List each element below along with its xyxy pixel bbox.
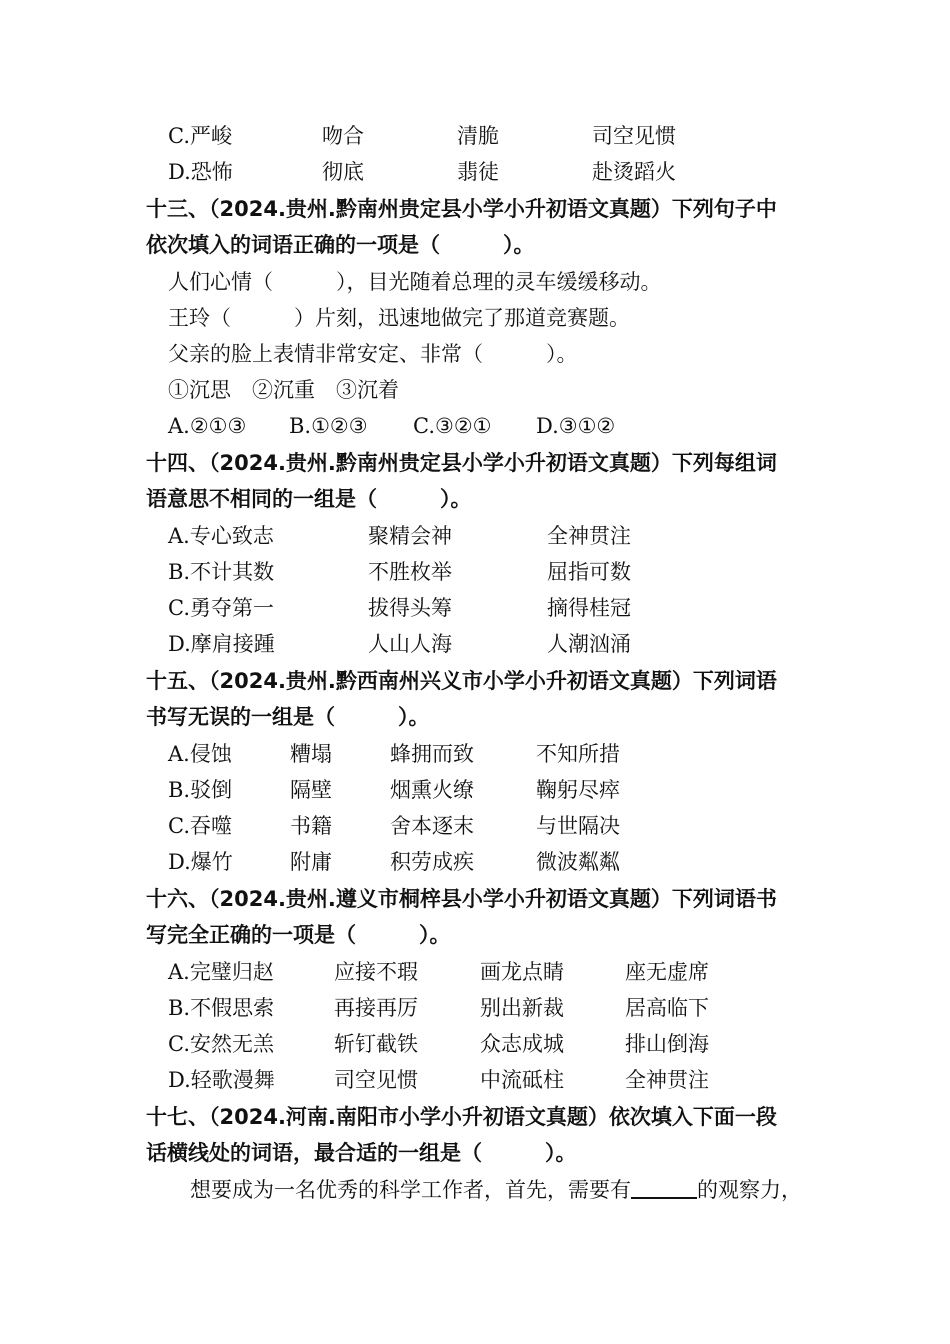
option-label: C.勇夺第一 — [168, 596, 274, 620]
option-label: A.完璧归赵 — [168, 960, 274, 984]
option-label: C.吞噬 — [168, 814, 232, 838]
q12-option-c — [0, 118, 950, 154]
option-label: C.安然无羔 — [168, 1032, 274, 1056]
option-label: A.专心致志 — [168, 524, 274, 548]
q14-option-b — [0, 554, 950, 590]
q13-title-line1 — [0, 191, 950, 227]
option-word: 不胜枚举 — [368, 560, 452, 584]
q16-option-a — [0, 954, 950, 990]
paragraph-start: 想要成为一名优秀的科学工作者，首先，需要有 — [190, 1178, 631, 1202]
q15-title-line1 — [0, 663, 950, 699]
fill-blank — [631, 1175, 697, 1199]
question-title: 十六、（2024.贵州.遵义市桐梓县小学小升初语文真题）下列词语书 — [146, 887, 777, 911]
option-word: 摘得桂冠 — [547, 596, 631, 620]
option-word: 积劳成疾 — [390, 850, 474, 874]
option-word: 糟塌 — [290, 742, 332, 766]
option-label: D.爆竹 — [168, 850, 233, 874]
option-word: 赴烫蹈火 — [592, 160, 676, 184]
option-label: A.侵蚀 — [168, 742, 232, 766]
q13-answers — [0, 408, 950, 444]
option-word: 书籍 — [290, 814, 332, 838]
q13-sentence-1 — [0, 264, 950, 300]
question-title: 依次填入的词语正确的一项是（ ）。 — [146, 233, 535, 257]
option-word: 聚精会神 — [368, 524, 452, 548]
q14-title-line2 — [0, 481, 950, 517]
option-word: 蜂拥而致 — [390, 742, 474, 766]
option-word: 不知所措 — [536, 742, 620, 766]
q14-option-d — [0, 626, 950, 662]
sentence: 父亲的脸上表情非常安定、非常（ ）。 — [168, 342, 578, 366]
answer-option: B.①②③ — [289, 414, 368, 438]
option-label: D.恐怖 — [168, 160, 233, 184]
q15-option-c — [0, 808, 950, 844]
q13-choices — [0, 372, 950, 408]
option-word: 烟熏火缭 — [390, 778, 474, 802]
option-word: 居高临下 — [625, 996, 709, 1020]
option-word: 微波粼粼 — [536, 850, 620, 874]
word-choices: ①沉思 ②沉重 ③沉着 — [168, 378, 399, 402]
option-word: 排山倒海 — [625, 1032, 709, 1056]
question-title: 十五、（2024.贵州.黔西南州兴义市小学小升初语文真题）下列词语 — [146, 669, 777, 693]
option-word: 屈指可数 — [547, 560, 631, 584]
option-word: 全神贯注 — [625, 1068, 709, 1092]
q15-option-d — [0, 844, 950, 880]
q17-title-line2 — [0, 1135, 950, 1171]
q15-title-line2 — [0, 699, 950, 735]
option-word: 翡徒 — [457, 160, 499, 184]
option-word: 附庸 — [290, 850, 332, 874]
option-word: 斩钉截铁 — [334, 1032, 418, 1056]
option-word: 吻合 — [322, 124, 364, 148]
q16-title-line1 — [0, 881, 950, 917]
question-title: 书写无误的一组是（ ）。 — [146, 705, 430, 729]
sentence: 王玲（ ）片刻，迅速地做完了那道竞赛题。 — [168, 306, 630, 330]
option-word: 人山人海 — [368, 632, 452, 656]
option-word: 人潮汹涌 — [547, 632, 631, 656]
option-word: 再接再厉 — [334, 996, 418, 1020]
option-word: 隔壁 — [290, 778, 332, 802]
q13-sentence-3 — [0, 336, 950, 372]
q12-option-d — [0, 154, 950, 190]
option-word: 鞠躬尽瘁 — [536, 778, 620, 802]
question-title: 话横线处的词语，最合适的一组是（ ）。 — [146, 1141, 577, 1165]
option-word: 与世隔决 — [536, 814, 620, 838]
question-title: 十四、（2024.贵州.黔南州贵定县小学小升初语文真题）下列每组词 — [146, 451, 777, 475]
option-word: 司空见惯 — [592, 124, 676, 148]
q17-paragraph — [0, 1172, 950, 1208]
q15-option-b — [0, 772, 950, 808]
q13-sentence-2 — [0, 300, 950, 336]
option-label: B.不假思索 — [168, 996, 275, 1020]
answer-option: A.②①③ — [168, 414, 247, 438]
option-word: 画龙点睛 — [480, 960, 564, 984]
paragraph-text — [190, 1172, 802, 1208]
option-word: 司空见惯 — [334, 1068, 418, 1092]
question-title: 写完全正确的一项是（ ）。 — [146, 923, 451, 947]
question-title: 十三、（2024.贵州.黔南州贵定县小学小升初语文真题）下列句子中 — [146, 197, 777, 221]
option-label: D.摩肩接踵 — [168, 632, 275, 656]
q14-option-c — [0, 590, 950, 626]
option-word: 全神贯注 — [547, 524, 631, 548]
q16-title-line2 — [0, 917, 950, 953]
question-title: 十七、（2024.河南.南阳市小学小升初语文真题）依次填入下面一段 — [146, 1105, 777, 1129]
option-word: 彻底 — [322, 160, 364, 184]
option-word: 拔得头筹 — [368, 596, 452, 620]
q15-option-a — [0, 736, 950, 772]
option-word: 中流砥柱 — [480, 1068, 564, 1092]
option-label: B.不计其数 — [168, 560, 275, 584]
option-word: 众志成城 — [480, 1032, 564, 1056]
answer-option: C.③②① — [413, 414, 492, 438]
option-word: 舍本逐末 — [390, 814, 474, 838]
paragraph-end: 的观察力， — [697, 1178, 802, 1202]
option-label: D.轻歌漫舞 — [168, 1068, 275, 1092]
option-word: 清脆 — [457, 124, 499, 148]
q16-option-c — [0, 1026, 950, 1062]
q13-title-line2 — [0, 227, 950, 263]
option-word: 别出新裁 — [480, 996, 564, 1020]
question-title: 语意思不相同的一组是（ ）。 — [146, 487, 472, 511]
option-label: C.严峻 — [168, 124, 232, 148]
q14-option-a — [0, 518, 950, 554]
option-word: 应接不瑕 — [334, 960, 418, 984]
q16-option-d — [0, 1062, 950, 1098]
q14-title-line1 — [0, 445, 950, 481]
sentence: 人们心情（ ），目光随着总理的灵车缓缓移动。 — [168, 270, 662, 294]
q16-option-b — [0, 990, 950, 1026]
answer-option: D.③①② — [536, 414, 616, 438]
option-label: B.驳倒 — [168, 778, 233, 802]
option-word: 座无虚席 — [625, 960, 709, 984]
q17-title-line1 — [0, 1099, 950, 1135]
